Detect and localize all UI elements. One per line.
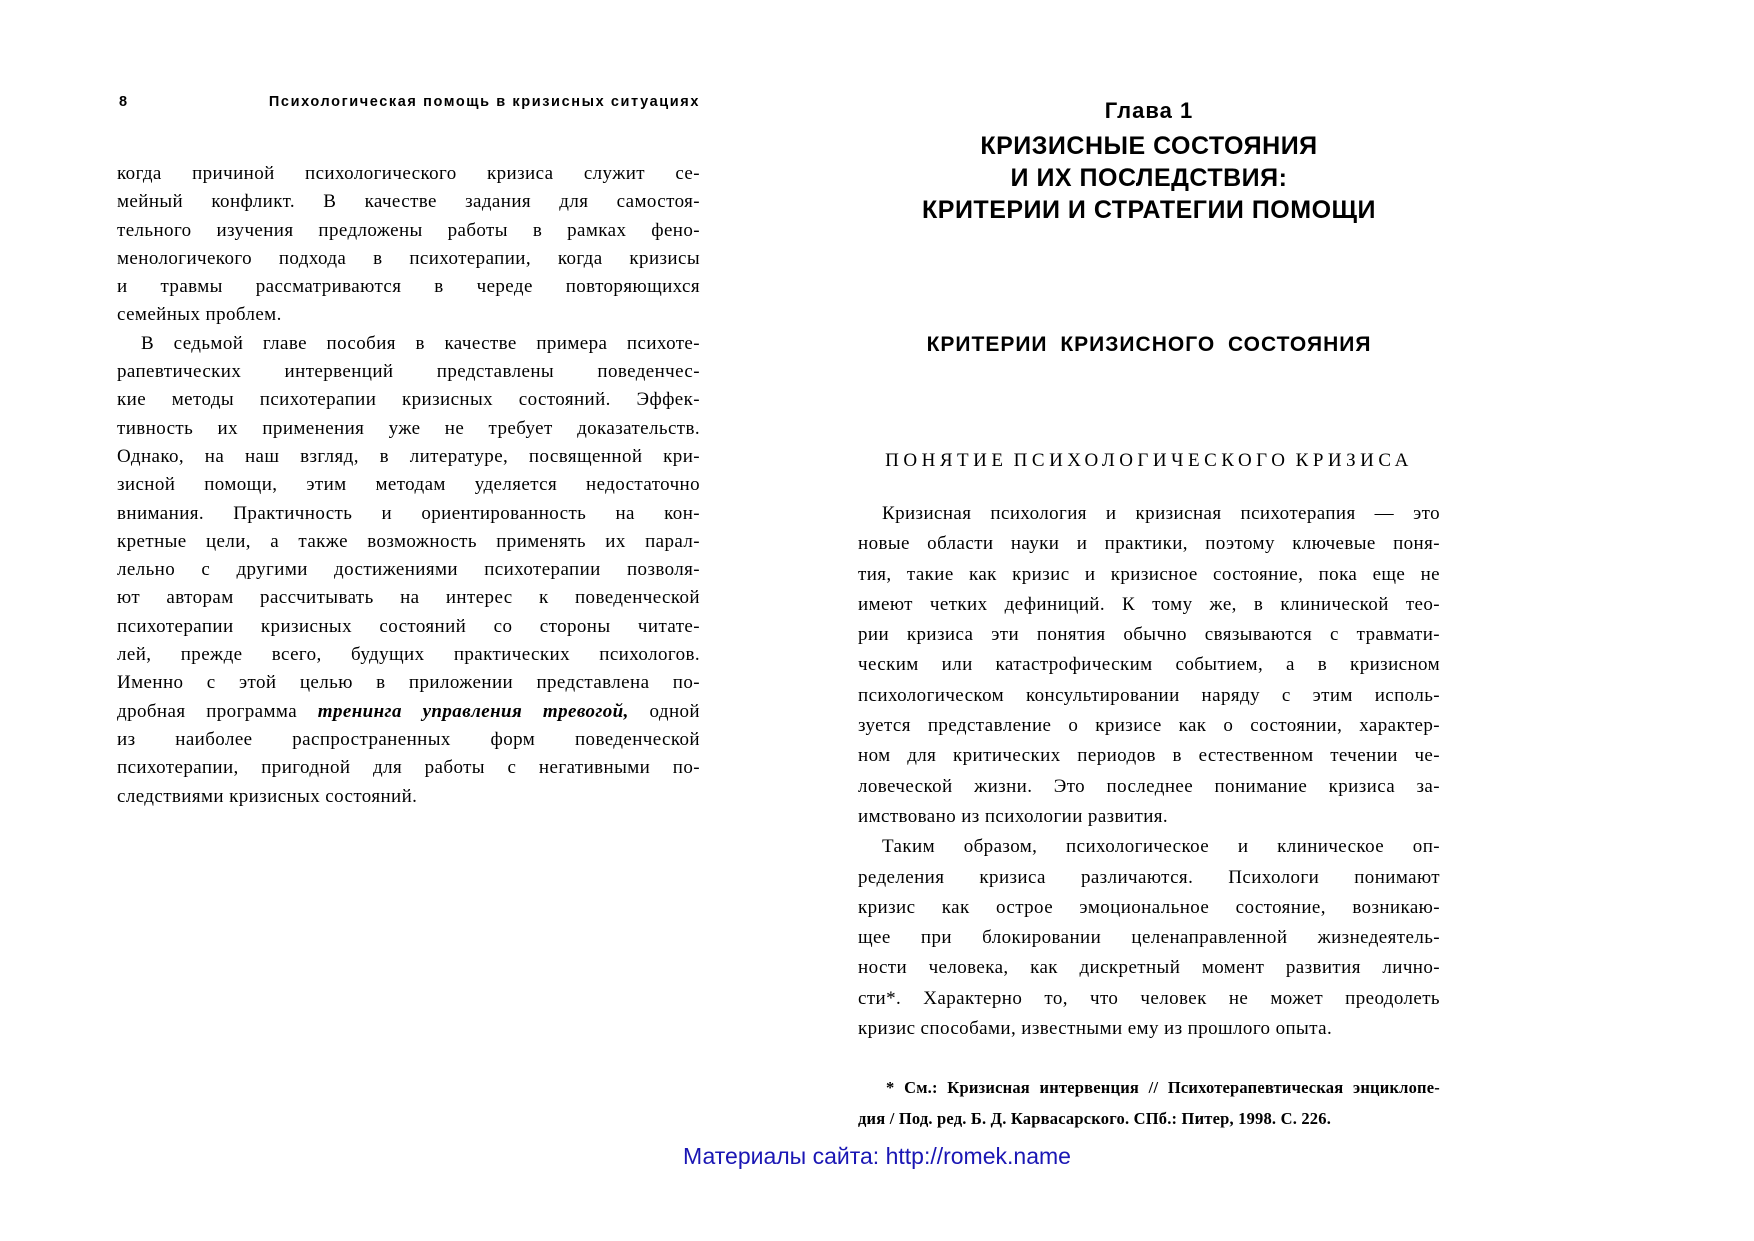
text-line: ческим или катастрофическим событием, а в кризисном [858, 654, 1440, 676]
text-line: семейных проблем. [117, 304, 282, 326]
text-line: ловеческой жизни. Это последнее понимание кризиса за- [858, 775, 1440, 797]
text-line: лельно с другими достижениями психотерапии позволя- [117, 559, 700, 581]
text-line: сти*. Характерно то, что человек не может преодолеть [858, 987, 1440, 1009]
text-line: ности человека, как дискретный момент развития лично- [858, 957, 1440, 979]
text-line: кие методы психотерапии кризисных состояний. Эффек- [117, 389, 700, 411]
chapter-label: Глава 1 [1104, 98, 1194, 123]
footnote [858, 1072, 1440, 1134]
text-line: тельного изучения предложены работы в рамках фено- [117, 219, 700, 241]
text-line: ределения кризиса различаются. Психологи понимают [858, 866, 1440, 888]
site-watermark: Материалы сайта: http://romek.name [683, 1143, 1071, 1169]
running-header [117, 94, 700, 116]
text-line: кризис способами, известными ему из прошлого опыта. [858, 1018, 1333, 1040]
chapter-title-line: И ИХ ПОСЛЕДСТВИЯ: [1010, 164, 1288, 192]
text-line: ном для критических периодов в естественном течении че- [858, 745, 1440, 767]
running-header-title: Психологическая помощь в кризисных ситуациях [268, 94, 700, 110]
text-line: Именно с этой целью в приложении представлена по- [117, 672, 700, 694]
text-line: зуется представление о кризисе как о состоянии, характер- [858, 715, 1440, 737]
text-line: следствиями кризисных состояний. [117, 785, 418, 807]
text-line: лей, прежде всего, будущих практических психологов. [117, 644, 700, 666]
text-line: щее при блокировании целенаправленной жизнедеятель- [858, 927, 1440, 949]
right-page-body [858, 499, 1440, 1044]
chapter-heading [858, 98, 1440, 226]
text-line: Таким образом, психологическое и клиническое оп- [882, 836, 1440, 858]
footnote-line: * См.: Кризисная интервенция // Психотерапевтическая энциклопе- [886, 1078, 1440, 1097]
text-line: тивность их применения уже не требует доказательств. [117, 417, 700, 439]
text-segment: дробная программа [117, 700, 318, 722]
text-line: из наиболее распространенных форм поведенческой [117, 728, 700, 750]
chapter-title-line: КРИТЕРИИ И СТРАТЕГИИ ПОМОЩИ [922, 196, 1376, 224]
left-page-body [117, 160, 700, 811]
text-line: ют авторам рассчитывать на интерес к поведенческой [117, 587, 700, 609]
text-line: психологическом консультировании наряду с этим исполь- [858, 684, 1440, 706]
chapter-title-line: КРИЗИСНЫЕ СОСТОЯНИЯ [980, 132, 1318, 160]
text-line: рапевтических интервенций представлены поведенчес- [117, 361, 700, 383]
text-line: когда причиной психологического кризиса служит се- [117, 163, 700, 184]
text-segment: одной [628, 700, 700, 722]
footnote-line: дия / Под. ред. Б. Д. Карвасарского. СПб.: Питер, 1998. С. 226. [858, 1109, 1332, 1128]
text-line-with-emphasis [117, 698, 700, 726]
text-line: менологичекого подхода в психотерапии, когда кризисы [117, 247, 700, 269]
text-line: зисной помощи, этим методам уделяется недостаточно [117, 474, 700, 496]
text-line: В седьмой главе пособия в качестве примера психоте- [141, 332, 700, 354]
text-line: кризис как острое эмоциональное состояние, возникаю- [858, 896, 1440, 918]
page-number: 8 [119, 94, 129, 110]
text-line: имствовано из психологии развития. [858, 805, 1169, 827]
text-line: рии кризиса эти понятия обычно связываются с травмати- [858, 624, 1440, 646]
text-line: психотерапии кризисных состояний со стороны читате- [117, 615, 700, 637]
text-line: тия, такие как кризис и кризисное состояние, пока еще не [858, 563, 1440, 585]
text-line: внимания. Практичность и ориентированность на кон- [117, 502, 700, 524]
emphasis-phrase: тренинга управления тревогой, [317, 700, 629, 722]
text-line: и травмы рассматриваются в череде повторяющихся [117, 276, 700, 298]
section-heading: КРИТЕРИИ КРИЗИСНОГО СОСТОЯНИЯ [926, 333, 1372, 356]
text-line: Однако, на наш взгляд, в литературе, посвященной кри- [117, 445, 700, 467]
text-line: Кризисная психология и кризисная психотерапия — это [882, 503, 1440, 524]
text-line: психотерапии, пригодной для работы с негативными по- [117, 757, 700, 779]
text-line: имеют четких дефиниций. К тому же, в клинической тео- [858, 593, 1440, 615]
text-line: кретные цели, а также возможность применять их парал- [117, 530, 700, 552]
subsection-heading: ПОНЯТИЕ ПСИХОЛОГИЧЕСКОГО КРИЗИСА [885, 450, 1413, 471]
text-line: новые области науки и практики, поэтому ключевые поня- [858, 533, 1440, 555]
text-line: мейный конфликт. В качестве задания для самостоя- [117, 191, 700, 213]
